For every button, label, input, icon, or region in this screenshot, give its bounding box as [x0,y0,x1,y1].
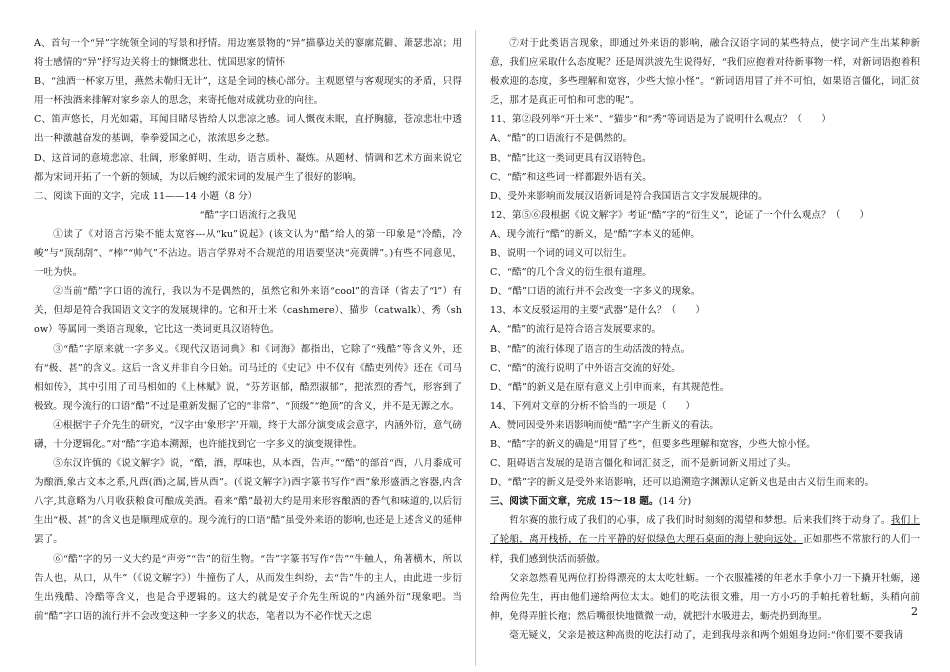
page-number: 2 [911,605,918,618]
article-paragraph-1: ①读了《对语言污染不能太宽容---从“ku”说起》(该文认为“酷”给人的第一印象是“冷酷，冷峻”与“顶刮刮”、“棒”“帅气”不沾边。语言学界对不合规范的用语要坚决“亮黄牌”。)有些不同意见，一吐为快。 [34,228,462,279]
question-14-option-d: D、“酷”字的新义是受外来语影响，还可以追溯造字渊源认定新义也是由古义衍生而来的。 [490,477,875,489]
story-p1-before: 哲尔赛的旅行成了我们的心事，成了我们时时刻刻的渴望和梦想。后来我们终于动身了。 [509,515,891,527]
section-3-heading: 三、阅读下面文章，完成 15～18 题。 [490,496,659,508]
question-12-option-c: C、“酷”的几个含义的衍生很有道理。 [490,267,652,279]
left-column [34,34,462,664]
story-paragraph-2: 父亲忽然看见两位打扮得漂亮的太太吃牡蛎。一个衣服褴褛的年老水手拿小刀一下撬开牡蛎，递给两位先生，再由他们递给两位太太。她们的吃法很文雅，用一方小巧的手帕托着牡蛎，头稍向前伸，免得弄脏长袍；然后嘴很快地微微一动，就把汁水吸进去，蛎壳扔到海里。 [490,572,920,622]
section-3-points: (14 分) [658,496,692,508]
question-12-option-d: D、“酷”口语的流行并不会改变一字多义的现象。 [490,286,701,298]
article-title: “酷”字口语流行之我见 [199,209,297,221]
story-p1-underlined: 我们上了轮船，离开栈桥，在一片平静的好似绿色大理石桌面的海上驶向远处。 [490,515,920,546]
article-paragraph-5: ⑤东汉许慎的《说文解字》说，“酷，酒，厚味也，从本酉，告声。”“酷”的部首“酉，八月黍成可为酿酒,象古文本之系,凡酉(酒)之属,皆从酉”。(《说文解字》)酉字篆书写作“酉”象形盛酒之容器,内含八字,其意略为八月收获粮食可酿成美酒。看来“酷”最初大约是用来形容酿酒的香气和味道的,以后衍生出“极、甚”的含义也是顺理成章的。现今流行的口语“酷”虽受外来语的影响,也还是上述含义的延伸罢了。 [34,458,462,546]
section-3-heading-line [490,492,920,511]
question-13-stem: 13、本文反驳运用的主要“武器”是什么？（ ） [490,305,706,317]
article-paragraph-4: ④根据宇子介先生的研究，“汉字由‘象形字’开端，终于大部分演变成会意字，内涵外衍，意气磅礴，十分逻辑化。”对“酷”字追本溯源，也许能找到它一字多义的演变规律性。 [34,419,462,450]
story-paragraph-3: 毫无疑义，父亲是被这种高贵的吃法打动了，走到我母亲和两个姐姐身边问:“你们要不要我请 [509,629,904,641]
question-12-stem: 12、第⑤⑥段根据《说文解字》考证“酷”字的“衍生义”，论证了一个什么观点？（ ） [490,209,870,221]
question-11-stem: 11、第②段列举“开士米”、“猫步”和“秀”等词语是为了说明什么观点？（ ） [490,114,831,126]
article-paragraph-3: ③“酷”字原来就一字多义。《现代汉语词典》和《词海》都指出，它除了“残酷”等含义外，还有“极、甚”的含义。这后一含义并非自今日始。司马迁的《史记》中不仅有《酷吏列传》还在《司马相如传》，其中引用了司马相如的《上林赋》说，“芬芳讴郁，酷烈淑郁”，把浓烈的香气，形容到了极致。现今流行的口语“酷”不过是重新发掘了它的“非常”、“顶级”“绝顶”的含义，并不是无源之水。 [34,343,462,412]
option-a-prev: A、首句一个“异”字统领全词的写景和抒情。用边塞景物的“异”描摹边关的寥廓荒僻、萧瑟悲凉；用将士感情的“异”抒写边关将士的慷慨悲壮、忧国思家的情怀 [34,38,462,69]
question-12-option-b: B、说明一个词的词义可以衍生。 [490,248,633,260]
right-column [490,34,920,664]
article-paragraph-2: ②当前“酷”字口语的流行，我以为不是偶然的，虽然它和外来语“cool”的音译（省去了“l”）有关，但却是符合我国语文文字的发展规律的。它和开士米（cashmere）、猫步（catwalk）、秀（show）等属同一类语言现象，它比这一类词更具汉语特色。 [34,286,462,336]
option-d-prev: D、这首词的意境悲凉、壮阔，形象鲜明、生动，语言质朴、凝炼。从题材、情调和艺术方面来说它都为宋词开拓了一个新的领域，为以后婉约派宋词的发展产生了很好的影响。 [34,152,462,183]
section-2-heading: 二、阅读下面的文字，完成 11——14 小题（8 分） [34,190,258,202]
question-11-option-c: C、“酷”和这些词一样都跟外语有关。 [490,171,652,183]
story-paragraph-1 [490,511,920,568]
question-11-option-d: D、受外来影响而发展汉语新词是符合我国语言文字发展规律的。 [490,190,768,202]
question-13-option-c: C、“酷”的流行说明了中外语言交流的好处。 [490,362,681,374]
article-paragraph-6: ⑥“酷”字的另一义大约是“声旁”“告”的衍生物。“告”字篆书写作“告”“牛触人，角著横木，所以告人也，从口，从牛”（《说文解字》）牛撞伤了人，从而发生纠纷，去“告”牛的主人，由此进一步衍生出残酷、冷酷等含义，也是合乎逻辑的。这大约就是安子介先生所说的“内涵外衍”现象吧。当前“酷”字口语的流行并不会改变这种一字多义的状态，笔者以为不必作忧天之虑 [34,553,462,622]
question-14-stem: 14、下列对文章的分析不恰当的一项是（ ） [490,400,696,412]
question-14-option-b: B、“酷”字的新义的确是“用冒了些”，但要多些理解和宽容，少些大惊小怪。 [490,438,816,450]
question-14-option-c: C、阻碍语言发展的是语言僵化和词汇贫乏，而不是新词新义用过了头。 [490,458,797,470]
question-13-option-b: B、“酷”的流行体现了语言的生动活泼的特点。 [490,343,691,355]
column-divider [475,30,476,666]
question-13-option-a: A、“酷”的流行是符合语言发展要求的。 [490,324,662,336]
story-p1-after: 正如那些不常旅行的人们一样，我们感到快活而骄傲。 [490,534,920,565]
option-b-prev: B、“浊酒一杯家万里，燕然未勒归无计”，这是全词的核心部分。主观愿望与客观现实的矛盾，只得用一杯浊酒来排解对家乡亲人的思念，来寄托他对成就功业的向往。 [34,76,462,107]
question-11-option-b: B、“酷”比这一类词更具有汉语特色。 [490,152,652,164]
question-12-option-a: A、现今流行“酷”的新义，是“酷”字本义的延伸。 [490,228,701,240]
question-13-option-d: D、“酷”的新义是在原有意义上引申而来，有其规范性。 [490,381,730,393]
question-14-option-a: A、赞同因受外来语影响而使“酷”字产生新义的看法。 [490,419,720,431]
article-paragraph-7: ⑦对于此类语言现象，即通过外来语的影响，融合汉语字词的某些特点，使字词产生出某种新意，我们应采取什么态度呢？还是周洪波先生说得好，“我们应抱着对待新事物一样，对新词语抱着积极欢迎的态度，多些理解和宽容，少些大惊小怪”。“新词语用冒了并不可怕，如果语言僵化，词汇贫乏，那才是真正可怕和可悲的呢”。 [490,38,920,107]
question-11-option-a: A、“酷”的口语流行不是偶然的。 [490,133,633,145]
option-c-prev: C、笛声悠长，月光如霜，耳闻目睹尽皆给人以悲凉之感。词人慨夜未眠，直抒胸臆，苍凉悲壮中透出一种激越奋发的基调，拳拳爱国之心，浓浓思乡之愁。 [34,114,462,145]
